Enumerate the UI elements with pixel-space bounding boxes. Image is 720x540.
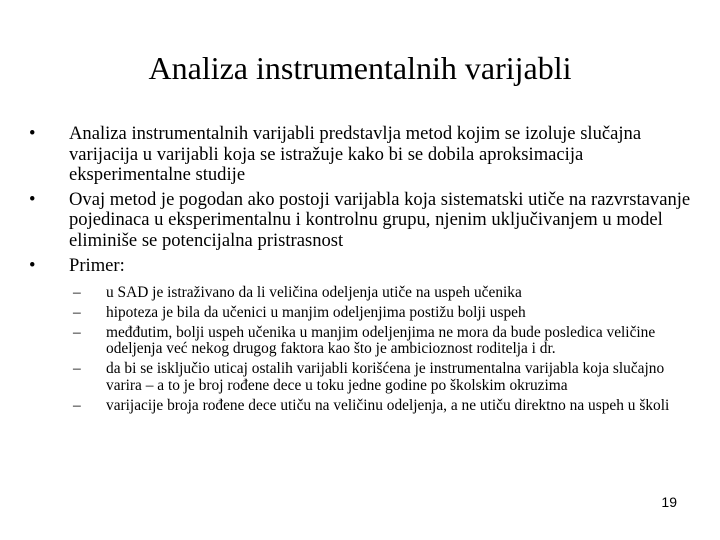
bullet-text: Primer: [69, 254, 125, 276]
bullet-marker: • [29, 254, 36, 276]
page-number: 19 [661, 494, 677, 510]
sub-bullet-marker: – [73, 304, 81, 322]
bullet-item [27, 256, 697, 414]
sub-bullet-text: u SAD je istraživano da li veličina odeljenja utiče na uspeh učenika [106, 284, 522, 302]
bullet-text: Ovaj metod je pogodan ako postoji varijabla koja sistematski utiče na razvrstavanje pojedinaca u eksperimentalnu i kontrolnu grupu, njenim uključivanjem u model eliminiše se potencijalna pristrasnost [69, 188, 691, 251]
bullet-marker: • [29, 123, 36, 144]
bullet-marker: • [29, 188, 36, 210]
sub-bullet-text: varijacije broja rođene dece utiču na veličinu odeljenja, a ne utiču direktno na uspeh u školi [106, 396, 670, 414]
bullet-list [27, 124, 697, 418]
slide-title: Analiza instrumentalnih varijabli [148, 50, 572, 86]
sub-bullet-item [73, 398, 697, 414]
sub-bullet-marker: – [73, 323, 81, 341]
sub-bullet-item [73, 361, 697, 394]
bullet-text: Analiza instrumentalnih varijabli predstavlja metod kojim se izoluje slučajna varijacija u varijabli koja se istražuje kako bi se dobila aproksimacija eksperimentalne studije [69, 123, 642, 186]
bullet-item [27, 190, 697, 252]
sub-bullet-text: da bi se isključio uticaj ostalih varijabli korišćena je instrumentalna varijabla koja slučajno varira – a to je broj rođene dece u toku jedne godine po školskim okruzima [106, 360, 665, 394]
sub-bullet-marker: – [73, 360, 81, 378]
sub-bullet-list [69, 285, 697, 414]
bullet-item [27, 124, 697, 186]
sub-bullet-marker: – [73, 396, 81, 414]
sub-bullet-item [73, 325, 697, 358]
sub-bullet-item [73, 285, 697, 301]
sub-bullet-marker: – [73, 284, 81, 302]
sub-bullet-item [73, 305, 697, 321]
sub-bullet-text: međđutim, bolji uspeh učenika u manjim odeljenjima ne mora da bude posledica veličine odeljenja već nekog drugog faktora kao što je ambicioznost roditelja i dr. [106, 323, 656, 358]
sub-bullet-text: hipoteza je bila da učenici u manjim odeljenjima postižu bolji uspeh [106, 304, 526, 322]
